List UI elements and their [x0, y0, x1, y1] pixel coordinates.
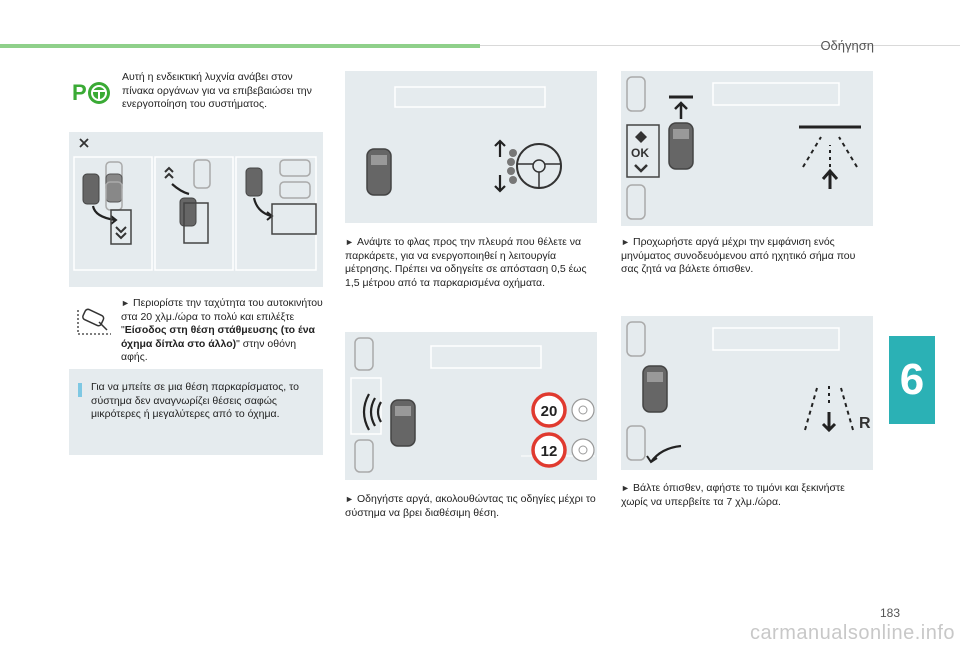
- scanning-illustration: [345, 332, 597, 480]
- info-text: Για να μπείτε σε μια θέση παρκαρίσματος, το σύστημα δεν αναγνωρίζει θέσεις σαφώς μικρότερες ή μεγαλύτερες από το όχημα.: [91, 381, 299, 420]
- info-box: [69, 369, 323, 455]
- step-indicator: ► Ανάψτε το φλας προς την πλευρά που θέλετε να παρκάρετε, για να ενεργοποιηθεί η λειτουργία μέτρησης. Πρέπει να οδηγείτε σε απόσταση 0,5 έως 1,5 μέτρου από τα παρκαρισμένα οχήματα.: [345, 236, 587, 289]
- header-rule: [480, 45, 960, 46]
- header-accent-bar: [0, 44, 480, 48]
- intro-text: Αυτή η ενδεικτική λυχνία ανάβει στον πίνακα οργάνων για να επιβεβαιώσει την ενεργοποίηση του συστήματος.: [122, 71, 312, 110]
- arrow-down-icon: [495, 175, 505, 191]
- watermark: carmanualsonline.info: [749, 622, 955, 644]
- bullet-icon: ►: [621, 237, 630, 247]
- svg-text:P: P: [72, 80, 87, 105]
- close-icon: [80, 139, 88, 147]
- spot-found-illustration: [621, 71, 873, 226]
- reverse-illustration: [621, 316, 873, 470]
- step-wait-message: ► Προχωρήστε αργά μέχρι την εμφάνιση ενός μηνύματος συνοδευόμενου από ηχητικό σήμα που σας ζητά να βάλετε όπισθεν.: [621, 236, 856, 275]
- page-number: 183: [879, 606, 900, 620]
- step-select-mode: ► Περιορίστε την ταχύτητα του αυτοκινήτου στα 20 χλμ./ώρα το πολύ και επιλέξτε "Είσοδος στη θέση στάθμευσης (το ένα όχημα δίπλα στο άλλο)" στην οθόνη αφής.: [121, 297, 323, 363]
- arrow-up-icon: [675, 103, 687, 119]
- speed-high-value: 20: [540, 403, 558, 420]
- speed-low-value: 12: [540, 443, 558, 460]
- steering-icon: [572, 439, 594, 461]
- info-icon: [78, 383, 82, 397]
- step-engage-reverse: ► Βάλτε όπισθεν, αφήστε το τιμόνι και ξεκινήστε χωρίς να υπερβείτε τα 7 χλμ./ώρα.: [621, 482, 845, 508]
- chapter-tab: 6: [889, 336, 935, 424]
- arrow-up-icon: [495, 141, 505, 157]
- bullet-icon: ►: [621, 483, 630, 493]
- section-title: Οδήγηση: [820, 38, 874, 53]
- arrow-up-icon: [823, 171, 837, 189]
- parking-assist-p-steering-icon: [72, 76, 114, 110]
- step-drive-slowly: ► Οδηγήστε αργά, ακολουθώντας τις οδηγίες μέχρι το σύστημα να βρει διαθέσιμη θέση.: [345, 493, 596, 519]
- bullet-icon: ►: [121, 298, 130, 308]
- option-name: Είσοδος στη θέση στάθμευσης (το ένα όχημα δίπλα στο άλλο): [121, 324, 315, 350]
- steering-icon: [572, 399, 594, 421]
- bullet-icon: ►: [345, 494, 354, 504]
- selection-screen-illustration: [69, 132, 323, 287]
- touchscreen-selection-icon: [73, 306, 115, 338]
- bullet-icon: ►: [345, 237, 354, 247]
- indicator-illustration: [345, 71, 597, 223]
- ok-label: OK: [631, 146, 649, 160]
- arrow-down-icon: [823, 412, 835, 430]
- reverse-label: R: [859, 415, 871, 432]
